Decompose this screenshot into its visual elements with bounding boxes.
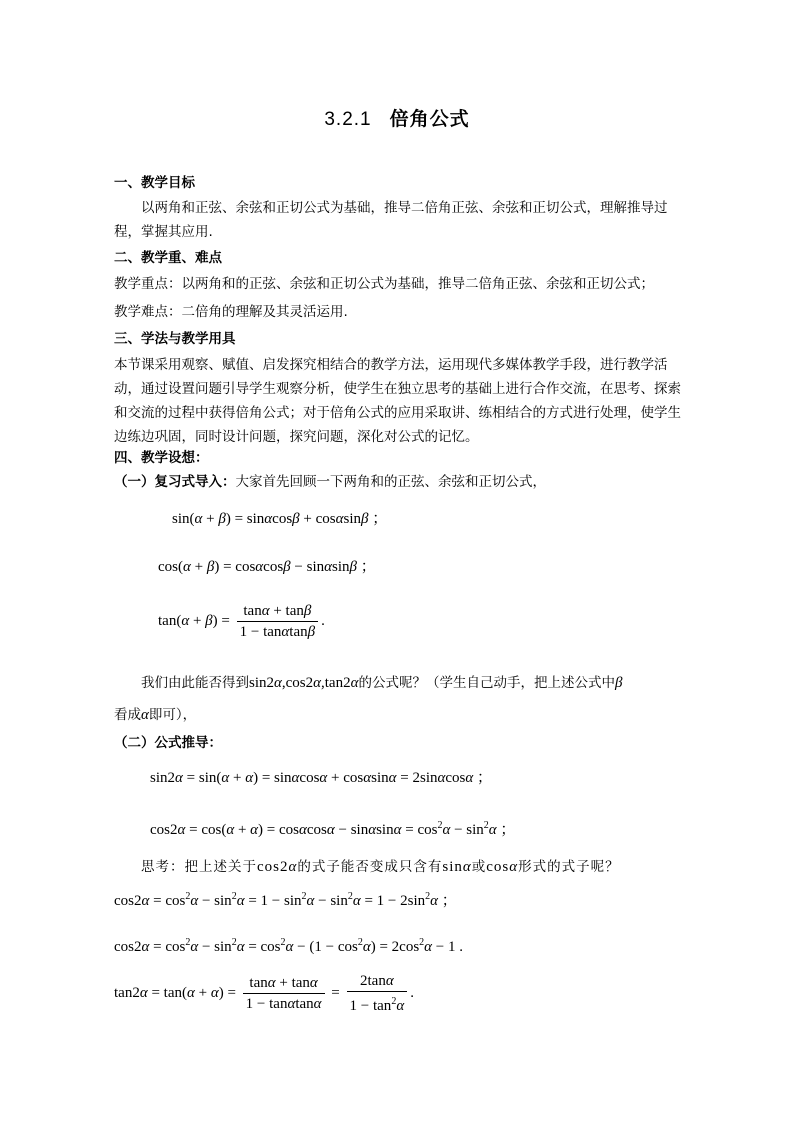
- formula-cos-sum: cos(α + β) = cosαcosβ − sinαsinβ ；: [158, 559, 376, 575]
- part1-label: （一）复习式导入：: [114, 474, 236, 490]
- formula-cos-double-sin: $\cos 2\alpha = \cos^2\alpha - \sin^2\alpha = 1 - \sin^2\alpha - \sin^2\alpha = 1 - 2\sin^2\alpha$ ；: [114, 891, 457, 909]
- heading-objectives: 一、教学目标: [114, 175, 195, 191]
- difficulty-paragraph: 教学难点：二倍角的理解及其灵活运用.: [114, 304, 348, 320]
- heading-key-points: 二、教学重、难点: [114, 250, 222, 266]
- methods-paragraph: 本节课采用观察、赋值、启发探究相结合的教学方法，运用现代多媒体教学手段，进行教学活动，通过设置问题引导学生观察分析，使学生在独立思考的基础上进行合作交流，在思考、探索和交流的过程中获得倍角公式；对于倍角公式的应用采取讲、练相结合的方式进行处理，使学生边练边巩固，同时设计问题，探究问题，深化对公式的记忆。: [114, 357, 681, 445]
- objectives-paragraph: 以两角和正弦、余弦和正切公式为基础，推导二倍角正弦、余弦和正切公式，理解推导过程，掌握其应用.: [114, 200, 668, 240]
- think-paragraph: 思考：把上述关于cos2α的式子能否变成只含有sinα或cosα形式的式子呢？: [141, 859, 620, 875]
- formula-sin-double: sin2α = sin(α + α) = sinαcosα + cosαsinα = 2sinαcosα ；: [150, 770, 493, 786]
- formula-cos-double-cos: $\cos 2\alpha = \cos^2\alpha - \sin^2\alpha = \cos^2\alpha - (1 - \cos^2\alpha) = 2\cos^2\alpha - 1$ .: [114, 937, 463, 955]
- formula-cos-double: $\cos 2\alpha = \cos(\alpha + \alpha) = \cos\alpha\cos\alpha - \sin\alpha\sin\alpha = \cos^2\alpha - \sin^2\alpha$ ；: [150, 820, 516, 838]
- heading-design: 四、教学设想：: [114, 450, 209, 466]
- title-text: 倍角公式: [389, 108, 470, 130]
- section-number: 3.2.1: [324, 109, 372, 130]
- formula-tan-double: tan2α = tan(α + α) = $\frac{\tan\alpha + \tan\alpha}{1 - \tan\alpha\tan\alpha}$ = $\frac{2\tan\alpha}{1 - \tan^2\alpha}$ .: [114, 973, 414, 1014]
- review-intro-line: [114, 470, 690, 494]
- question-paragraph: 我们由此能否得到sin2α,cos2α,tan2α的公式呢？（学生自己动手，把上述公式中β: [141, 675, 623, 691]
- part1-text: 大家首先回顾一下两角和的正弦、余弦和正切公式，: [235, 474, 546, 490]
- key-point-paragraph: 教学重点：以两角和的正弦、余弦和正切公式为基础，推导二倍角正弦、余弦和正切公式；: [114, 276, 654, 292]
- question-continuation: 看成α即可），: [114, 707, 197, 723]
- formula-tan-sum: tan(α + β) = $\frac{\tan\alpha + \tan\beta}{1 - \tan\alpha\tan\beta}$ .: [158, 603, 325, 640]
- page-title: [0, 104, 794, 131]
- part2-label: （二）公式推导：: [114, 735, 222, 751]
- formula-sin-sum: sin(α + β) = sinαcosβ + cosαsinβ ；: [172, 511, 388, 527]
- heading-methods: 三、学法与教学用具: [114, 331, 236, 347]
